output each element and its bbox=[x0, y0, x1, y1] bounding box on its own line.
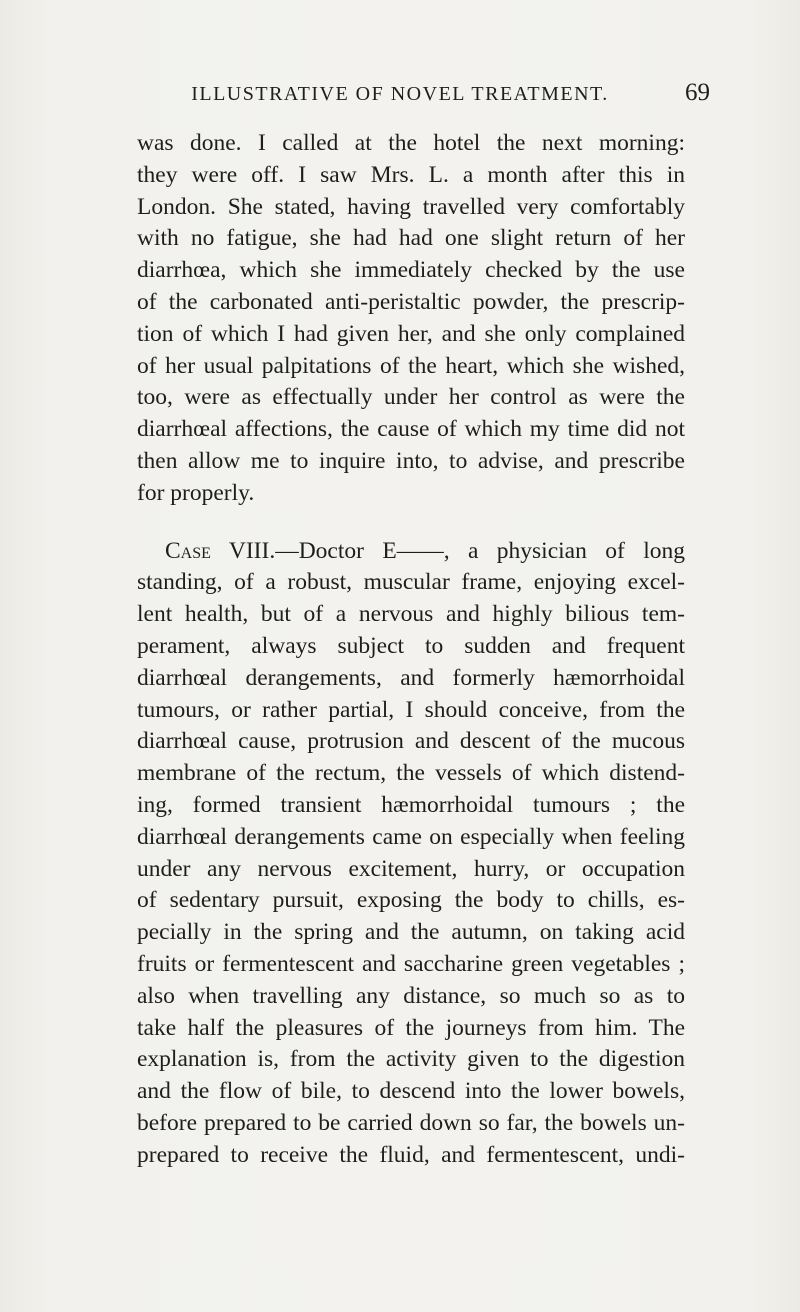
text-line: under any nervous excitement, hurry, or occupation bbox=[137, 855, 685, 882]
body-text bbox=[137, 128, 685, 1172]
paragraph-2 bbox=[137, 536, 685, 1172]
text-line: membrane of the rectum, the vessels of which distend- bbox=[137, 760, 685, 787]
text-line: perament, always subject to sudden and frequent bbox=[137, 632, 685, 659]
text-line: explanation is, from the activity given to the digestion bbox=[137, 1046, 685, 1073]
text-line: too, were as effectually under her control as were the bbox=[137, 384, 685, 411]
text-line: ing, formed transient hæmorrhoidal tumours ; the bbox=[137, 791, 685, 818]
running-title: ILLUSTRATIVE OF NOVEL TREATMENT. bbox=[191, 83, 609, 105]
text-line: diarrhœal affections, the cause of which my time did not bbox=[137, 416, 685, 443]
text-line: take half the pleasures of the journeys from him. The bbox=[137, 1014, 685, 1041]
text-line: tion of which I had given her, and she only complained bbox=[137, 320, 685, 347]
text-line: of the carbonated anti-peristaltic powder, the prescrip- bbox=[137, 288, 685, 315]
text-line: was done. I called at the hotel the next morning: bbox=[137, 130, 685, 156]
text-line: before prepared to be carried down so far, the bowels un- bbox=[137, 1109, 685, 1136]
text-line: diarrhœa, which she immediately checked by the use bbox=[137, 257, 685, 284]
paragraph-gap bbox=[137, 510, 685, 536]
text-line: also when travelling any distance, so much so as to bbox=[137, 982, 685, 1009]
text-line: they were off. I saw Mrs. L. a month after this in bbox=[137, 161, 685, 188]
case-label: Case VIII. bbox=[165, 537, 276, 564]
text-line: prepared to receive the fluid, and fermentescent, undi- bbox=[137, 1141, 685, 1168]
text-line-first bbox=[137, 536, 685, 568]
paragraph-1 bbox=[137, 128, 685, 510]
text-line: diarrhœal derangements came on especially when feeling bbox=[137, 823, 685, 850]
text-line: London. She stated, having travelled very comfortably bbox=[137, 193, 685, 220]
text-line: then allow me to inquire into, to advise, and prescribe bbox=[137, 447, 685, 474]
case-intro: —Doctor E——, a physician of long bbox=[275, 537, 685, 564]
text-line: tumours, or rather partial, I should conceive, from the bbox=[137, 696, 685, 723]
page-header bbox=[0, 79, 800, 109]
text-line: of sedentary pursuit, exposing the body to chills, es- bbox=[137, 887, 685, 914]
text-line: fruits or fermentescent and saccharine green vegetables ; bbox=[137, 950, 685, 977]
page-number: 69 bbox=[685, 79, 710, 106]
text-line: for properly. bbox=[137, 479, 255, 506]
text-line: diarrhœal cause, protrusion and descent of the mucous bbox=[137, 728, 685, 755]
text-line: pecially in the spring and the autumn, on taking acid bbox=[137, 919, 685, 946]
text-line: standing, of a robust, muscular frame, enjoying excel- bbox=[137, 569, 685, 596]
text-line: of her usual palpitations of the heart, which she wished, bbox=[137, 352, 685, 379]
text-line: diarrhœal derangements, and formerly hæmorrhoidal bbox=[137, 664, 685, 691]
text-line: and the flow of bile, to descend into the lower bowels, bbox=[137, 1078, 685, 1105]
text-line: lent health, but of a nervous and highly bilious tem- bbox=[137, 601, 685, 628]
text-line: with no fatigue, she had had one slight return of her bbox=[137, 225, 685, 252]
